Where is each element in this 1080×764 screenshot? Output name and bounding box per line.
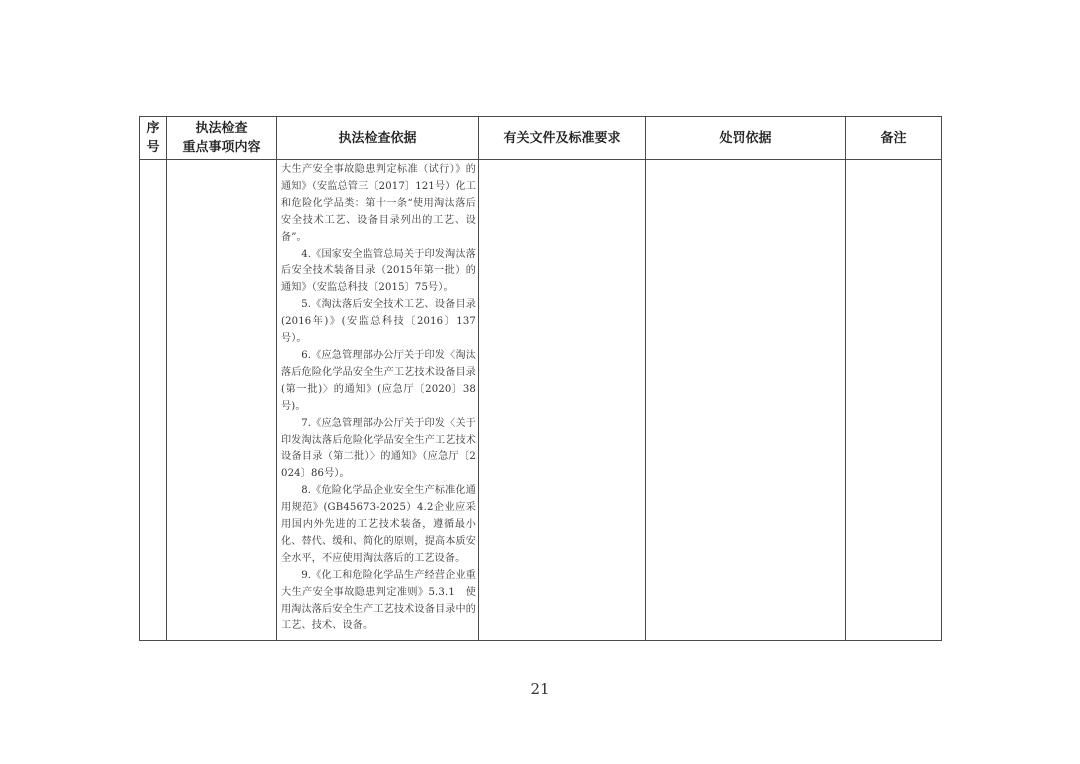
cell-seq xyxy=(140,160,167,641)
header-basis xyxy=(277,117,479,160)
header-basis-text: 执法检查依据 xyxy=(338,130,417,146)
cell-remarks xyxy=(846,160,942,641)
page-number: 21 xyxy=(530,680,550,698)
header-standards xyxy=(479,117,646,160)
basis-paragraph: 8.《危险化学品企业安全生产标准化通用规范》(GB45673-2025）4.2企业应采用国内外先进的工艺技术装备，遵循最小化、替代、缓和、简化的原则，提高本质安全水平，不应使用淘汰落后的工艺设备。 xyxy=(281,485,476,564)
header-penalty xyxy=(646,117,846,160)
cell-item xyxy=(167,160,277,641)
header-penalty-text: 处罚依据 xyxy=(719,130,772,146)
basis-paragraph: 5.《淘汰落后安全技术工艺、设备目录(2016年)》(安监总科技〔2016〕137号）。 xyxy=(281,299,476,345)
header-remarks-text: 备注 xyxy=(880,130,907,146)
cell-penalty xyxy=(646,160,846,641)
header-item xyxy=(167,117,277,160)
basis-paragraph: 6.《应急管理部办公厅关于印发〈淘汰落后危险化学品安全生产工艺技术设备目录(第一批)〉的通知》(应急厅〔2020〕38号)。 xyxy=(281,349,476,412)
header-seq xyxy=(140,117,167,160)
basis-text xyxy=(281,162,476,635)
table-row xyxy=(140,160,942,641)
cell-standards xyxy=(479,160,646,641)
header-standards-text: 有关文件及标准要求 xyxy=(503,130,621,146)
basis-paragraph: 9.《化工和危险化学品生产经营企业重大生产安全事故隐患判定准则》5.3.1 使用淘汰落后安全生产工艺技术设备目录中的工艺、技术、设备。 xyxy=(281,569,476,632)
enforcement-table xyxy=(139,116,942,641)
header-item-text: 执法检查 重点事项内容 xyxy=(182,121,261,155)
basis-paragraph: 大生产安全事故隐患判定标准（试行）》的通知》（安监总管三〔2017〕121号）化工和危险化学品类：第十一条“使用淘汰落后安全技术工艺、设备目录列出的工艺、设备”。 xyxy=(281,164,476,243)
header-remarks xyxy=(846,117,942,160)
basis-paragraph: 7.《应急管理部办公厅关于印发〈关于印发淘汰落后危险化学品安全生产工艺技术设备目录（第二批）〉的通知》（应急厅〔2024〕86号）。 xyxy=(281,417,476,480)
basis-paragraph: 4.《国家安全监管总局关于印发淘汰落后安全技术装备目录（2015年第一批）的通知》（安监总科技〔2015〕75号）。 xyxy=(281,248,476,294)
table-header-row xyxy=(140,117,942,160)
header-seq-text: 序 号 xyxy=(146,121,160,155)
cell-basis xyxy=(277,160,479,641)
